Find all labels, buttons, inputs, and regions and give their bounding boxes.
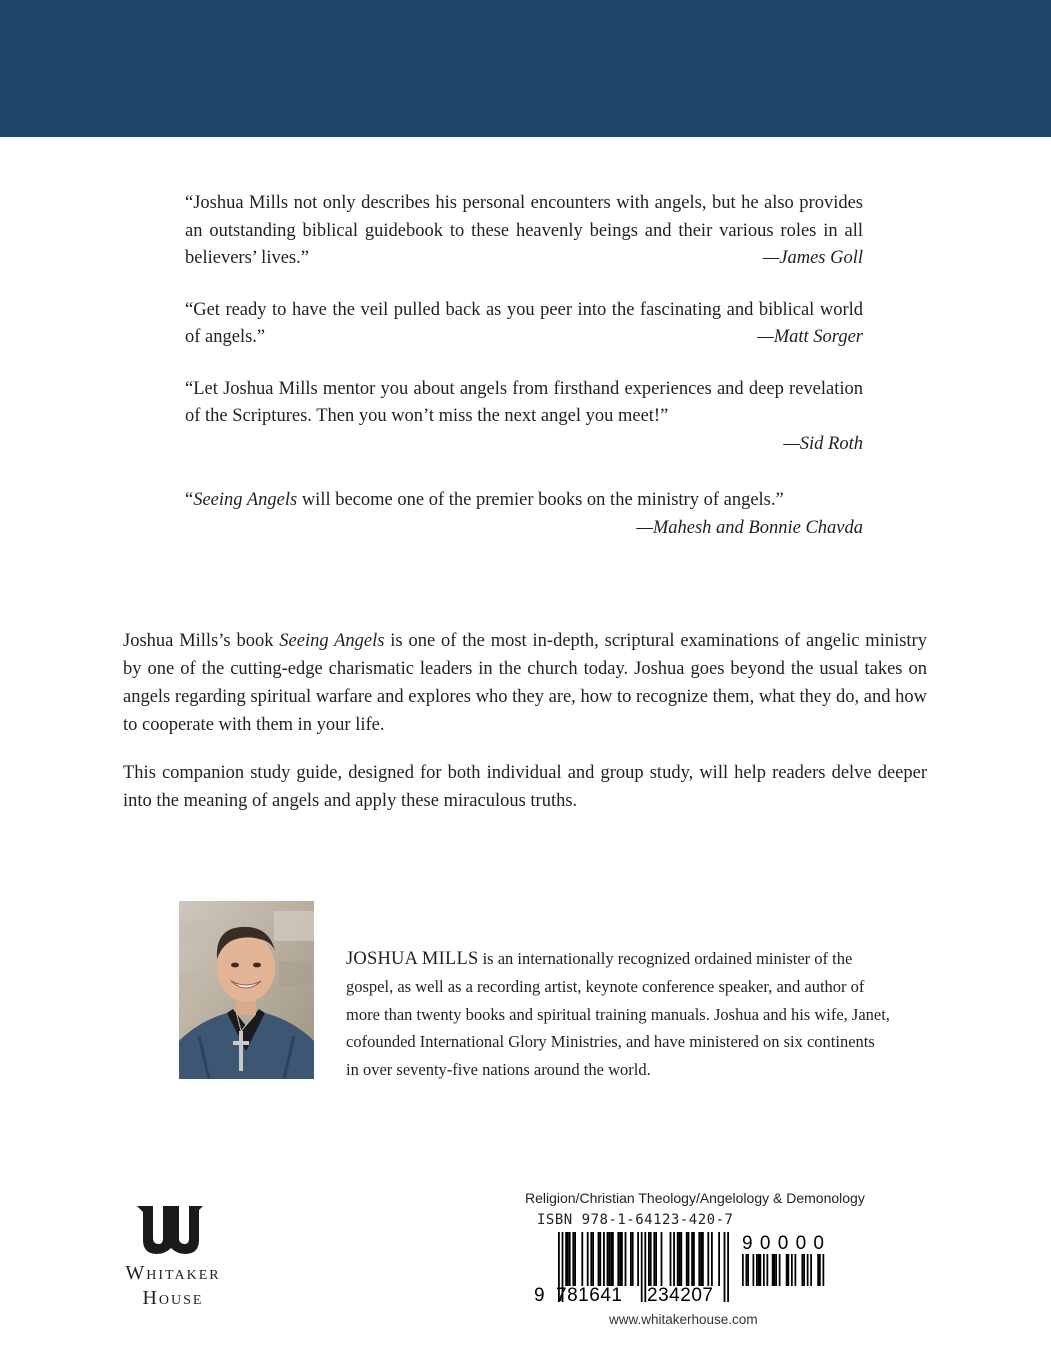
barcode-addon-bar [742, 1254, 744, 1286]
barcode-bar [574, 1232, 576, 1286]
endorsement-author: —Matt Sorger [757, 327, 863, 347]
barcode-bar [581, 1232, 583, 1286]
barcode-bar [587, 1232, 589, 1286]
barcode-bar [630, 1232, 632, 1286]
barcode-bar [686, 1232, 688, 1286]
endorsement-author: —Mahesh and Bonnie Chavda [636, 517, 863, 538]
barcode-bar [619, 1232, 621, 1286]
publisher-name-line2: House [142, 1287, 204, 1309]
barcode-bar [603, 1232, 605, 1286]
barcode-bar [670, 1232, 672, 1286]
barcode-addon-bar [802, 1254, 804, 1286]
barcode-bar [700, 1232, 702, 1286]
barcode-bar [688, 1232, 690, 1286]
barcode-bar [607, 1232, 609, 1286]
barcode-addon-bar [791, 1254, 793, 1286]
barcode-bar [673, 1232, 675, 1286]
barcode-bar [608, 1232, 610, 1286]
endorsement-text: “Let Joshua Mills mentor you about angels from firsthand experiences and deep revelation of the Scriptures. Then you won’t miss the next angel you meet!” [185, 378, 863, 426]
barcode-addon-bar [807, 1254, 809, 1286]
barcode-addon-bar [756, 1254, 758, 1286]
endorsement-text: “Get ready to have the veil pulled back as you peer into the fascinating and biblical world of angels.” [185, 299, 863, 347]
barcode-bar [650, 1232, 652, 1286]
description-paragraph-2: This companion study guide, designed for both individual and group study, will help readers delve deeper into the meaning of angels and apply these miraculous truths. [123, 763, 927, 811]
barcode-bar [724, 1232, 726, 1302]
barcode-addon-bar [747, 1254, 749, 1286]
barcode-addon-bar [760, 1254, 762, 1286]
barcode-bar [677, 1232, 679, 1286]
author-bio [346, 945, 891, 1083]
publisher-name-line1: Whitaker [125, 1262, 221, 1284]
barcode-addon-bar [810, 1254, 812, 1286]
barcode-bar [621, 1232, 623, 1286]
barcode-bar [702, 1232, 704, 1286]
barcode [532, 1228, 832, 1308]
publisher-website: www.whitakerhouse.com [609, 1312, 758, 1327]
desc-text: is one of the most in-depth, scriptural examinations of angelic ministry by one of the cutting-edge charismatic leaders in the church today. Joshua goes beyond the usual takes on angels regarding spiritual warfare and explores who they are, how to recognize them, what they do, and how to cooperate with them in your life. [123, 631, 927, 735]
barcode-bar [592, 1232, 594, 1286]
bio-text: is an internationally recognized ordained minister of the gospel, as well as a recording artist, keynote conference speaker, and author of more than twenty books and spiritual training manuals. Joshua and his wife, Janet, cofounded International Glory Ministries, and have ministered on six continents in over seventy-five nations around the world. [346, 949, 890, 1079]
whitaker-w-logo-icon [133, 1204, 213, 1256]
open-quote: “ [185, 490, 194, 510]
endorsement-author: —Sid Roth [783, 433, 863, 454]
desc-text: Joshua Mills’s book [123, 631, 280, 651]
barcode-right-digits: 234207 [647, 1285, 713, 1306]
endorsement-text-rest: will become one of the premier books on the ministry of angels.” [297, 490, 784, 510]
endorsement-james-goll [185, 190, 863, 273]
barcode-bar [567, 1232, 569, 1286]
endorsement-chavda [185, 487, 863, 542]
barcode-addon-bar [753, 1254, 755, 1286]
description-paragraph-1 [123, 627, 927, 739]
barcode-addon-bar [817, 1254, 819, 1286]
barcode-bar [598, 1232, 600, 1286]
barcode-addon-bar [775, 1254, 777, 1286]
book-title: Seeing Angels [193, 490, 298, 510]
barcode-bar [648, 1232, 650, 1286]
book-title: Seeing Angels [279, 631, 385, 651]
top-color-band [0, 0, 1051, 137]
barcode-bar [707, 1232, 709, 1286]
barcode-bar [565, 1232, 567, 1286]
barcode-addon-bar [823, 1254, 825, 1286]
barcode-addon-bar [819, 1254, 821, 1286]
barcode-bar [698, 1232, 700, 1286]
barcode-left-digits: 781641 [556, 1285, 622, 1306]
author-photo [179, 901, 314, 1079]
barcode-addon-bar [774, 1254, 776, 1286]
barcode-bar [693, 1232, 695, 1286]
barcode-bar [625, 1232, 627, 1286]
barcode-addon-bar [788, 1254, 790, 1286]
barcode-bar [711, 1232, 713, 1286]
barcode-bar [661, 1232, 663, 1286]
barcode-bar [599, 1232, 601, 1286]
barcode-bar [691, 1232, 693, 1286]
barcode-bar [617, 1232, 619, 1286]
endorsement-sid-roth [185, 376, 863, 459]
barcode-addon-bar [803, 1254, 805, 1286]
barcode-addon-bars [742, 1254, 824, 1286]
barcode-bar [680, 1232, 682, 1286]
barcode-first-digit: 9 [534, 1285, 545, 1306]
barcode-addon-digits: 90000 [742, 1233, 824, 1254]
endorsement-text: “Joshua Mills not only describes his personal encounters with angels, but he also provides an outstanding biblical guidebook to these heavenly beings and their various roles in all believers’ lives.” [185, 193, 863, 268]
barcode-addon-bar [779, 1254, 781, 1286]
endorsement-author: —James Goll [762, 248, 863, 268]
barcode-bar [679, 1232, 681, 1286]
barcode-addon-bar [758, 1254, 760, 1286]
barcode-addon-bar [763, 1254, 765, 1286]
barcode-addon-bar [795, 1254, 797, 1286]
barcode-bar [653, 1232, 655, 1286]
barcode-bar [569, 1232, 571, 1286]
barcode-addon-bar [772, 1254, 774, 1286]
barcode-addon-bar [767, 1254, 769, 1286]
barcode-bar [610, 1232, 612, 1286]
endorsement-matt-sorger [185, 297, 863, 352]
barcode-bar [727, 1232, 729, 1302]
barcode-bar [718, 1232, 720, 1286]
category-label: Religion/Christian Theology/Angelology & Demonology [525, 1190, 865, 1206]
barcode-bar [637, 1232, 639, 1286]
barcode-bar [612, 1232, 614, 1286]
barcode-bar [644, 1232, 646, 1302]
book-description [123, 627, 927, 835]
barcode-bar [655, 1232, 657, 1286]
publisher-logo [112, 1204, 234, 1311]
barcode-bar [572, 1232, 574, 1286]
barcode-addon-bar [786, 1254, 788, 1286]
endorsements [185, 190, 863, 566]
isbn-label: ISBN 978-1-64123-420-7 [537, 1212, 734, 1228]
endorsement-text [185, 487, 863, 515]
barcode-bar [641, 1232, 643, 1302]
author-name: JOSHUA MILLS [346, 949, 479, 969]
barcode-bar [590, 1232, 592, 1286]
barcode-addon-bar [746, 1254, 748, 1286]
barcode-bar [632, 1232, 634, 1286]
